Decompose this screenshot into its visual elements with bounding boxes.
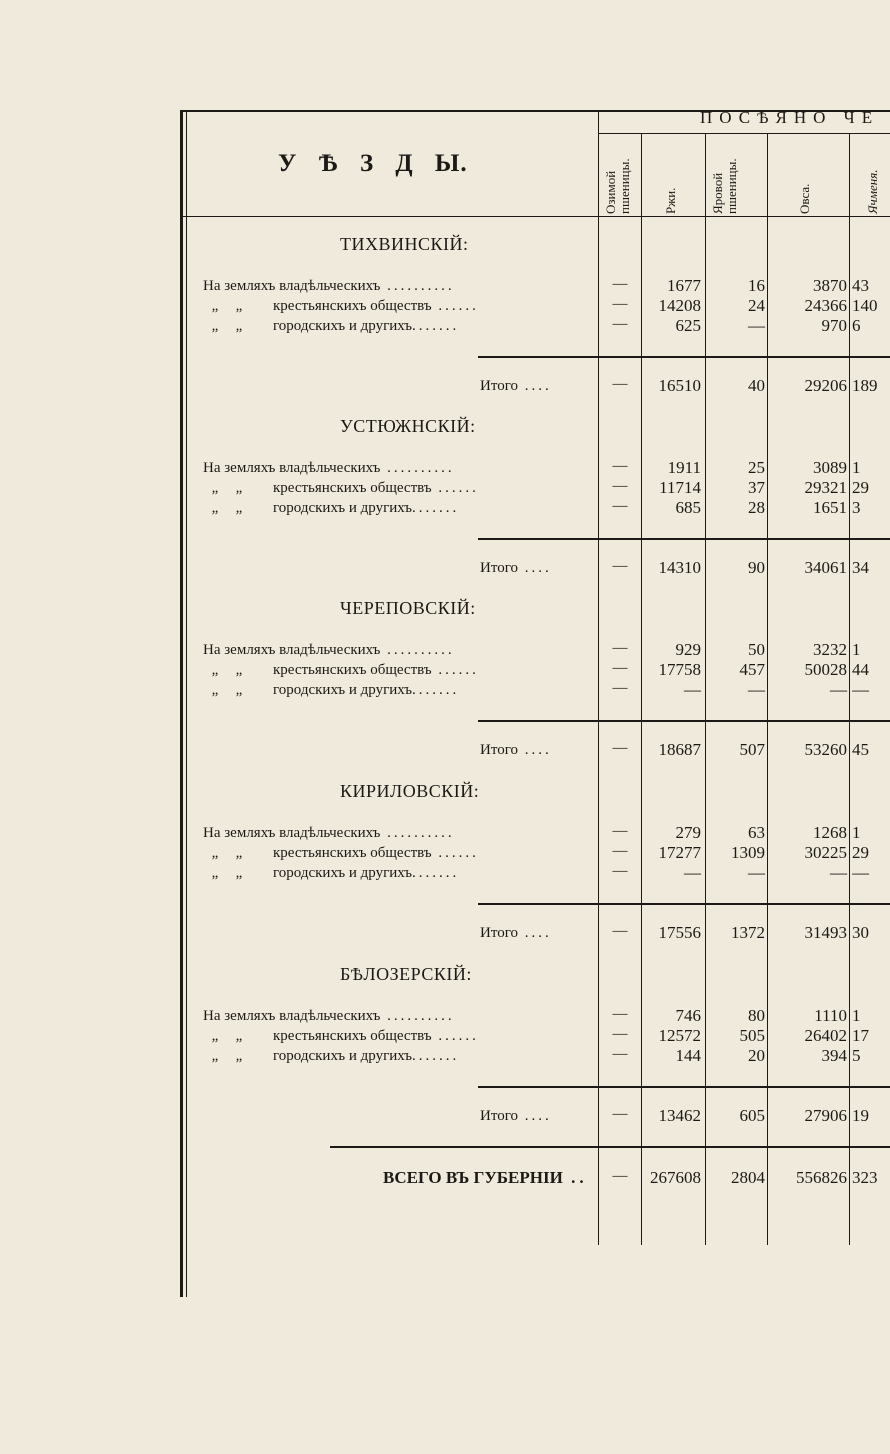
cell-value: 16510 (658, 376, 701, 395)
cell-value: 17277 (658, 843, 701, 862)
itogo-label (480, 742, 552, 759)
cell-value: — (684, 863, 701, 882)
leader-dots: .......... (380, 642, 455, 658)
subtotal-rule (478, 720, 890, 722)
region-name: БѢЛОЗЕРСКІЙ: (340, 964, 472, 984)
leader-dots: .......... (380, 278, 455, 294)
cell-value: 929 (675, 640, 701, 659)
cell-value: 685 (675, 498, 701, 517)
column-rule (641, 133, 642, 1245)
row-label (203, 1028, 479, 1045)
ditto-mark: „ (211, 298, 219, 314)
ditto-mark: „ (235, 682, 243, 698)
subtotal-rule (478, 1086, 890, 1088)
cell-value: 29 (852, 478, 869, 497)
leader-dots: .......... (380, 825, 455, 841)
ditto-mark: „ (235, 318, 243, 334)
cell-value: 556826 (796, 1168, 847, 1187)
column-rule (598, 112, 599, 1245)
cell-value: 1677 (667, 276, 701, 295)
region-name: УСТЮЖНСКІЙ: (340, 416, 476, 436)
leader-dots: .. (562, 1168, 588, 1187)
table-left-rule-inner (186, 112, 187, 1297)
region-name: ТИХВИНСКІЙ: (340, 234, 469, 254)
row-label-text: городскихъ и другихъ (273, 318, 412, 334)
cell-value: — (852, 863, 869, 882)
cell-value: 189 (852, 376, 878, 395)
cell-value: 605 (739, 1106, 765, 1125)
row-label (203, 1048, 459, 1065)
cell-value: 30225 (804, 843, 847, 862)
cell-winter-wheat: — (612, 558, 628, 574)
cell-value: 27906 (804, 1106, 847, 1125)
row-label-text: городскихъ и другихъ (273, 1048, 412, 1064)
leader-dots: ...... (431, 662, 479, 678)
column-header-rye: Ржи. (663, 187, 678, 214)
row-label (203, 682, 459, 699)
cell-value: 18687 (658, 740, 701, 759)
itogo-text: Итого (480, 925, 518, 941)
row-label-text: крестьянскихъ обществъ (273, 298, 432, 314)
cell-value: 11714 (659, 478, 701, 497)
cell-value: 40 (748, 376, 765, 395)
cell-winter-wheat: — (612, 1046, 628, 1062)
uezdy-heading: У Ѣ З Д Ы. (278, 150, 468, 177)
leader-dots: .... (517, 925, 552, 941)
cell-value: 394 (821, 1046, 847, 1065)
cell-winter-wheat: — (612, 660, 628, 676)
ditto-mark: „ (211, 1048, 219, 1064)
table-left-rule (180, 112, 183, 1297)
row-label-text: На земляхъ владѣльческихъ (203, 460, 381, 476)
leader-dots: .... (517, 378, 552, 394)
row-label-text: городскихъ и другихъ (273, 865, 412, 881)
leader-dots: ...... (431, 480, 479, 496)
cell-value: 17 (852, 1026, 869, 1045)
cell-winter-wheat: — (612, 680, 628, 696)
cell-value: 31493 (804, 923, 847, 942)
cell-value: 34 (852, 558, 869, 577)
cell-value: 34061 (804, 558, 847, 577)
ditto-mark: „ (211, 480, 219, 496)
cell-winter-wheat: — (612, 740, 628, 756)
cell-value: 53260 (804, 740, 847, 759)
column-rule (767, 133, 768, 1245)
ditto-mark: „ (235, 500, 243, 516)
cell-value: 17758 (658, 660, 701, 679)
cell-value: 3232 (813, 640, 847, 659)
region-name: КИРИЛОВСКІЙ: (340, 781, 480, 801)
cell-value: 90 (748, 558, 765, 577)
cell-value: 323 (852, 1168, 878, 1187)
itogo-label (480, 378, 552, 395)
itogo-text: Итого (480, 560, 518, 576)
leader-dots: ....... (411, 682, 460, 698)
leader-dots: ....... (411, 500, 460, 516)
leader-dots: .... (517, 560, 552, 576)
cell-value: 28 (748, 498, 765, 517)
itogo-label (480, 560, 552, 577)
column-rule (849, 133, 850, 1245)
ditto-mark: „ (235, 1028, 243, 1044)
region-name: ЧЕРЕПОВСКІЙ: (340, 598, 476, 618)
subtotal-rule (478, 538, 890, 540)
row-label-text: На земляхъ владѣльческихъ (203, 278, 381, 294)
row-label (203, 642, 455, 659)
vsego-label (383, 1168, 588, 1188)
column-header-barley: Ячменя. (865, 169, 880, 214)
ditto-mark: „ (235, 845, 243, 861)
cell-value: 279 (675, 823, 701, 842)
cell-value: 1372 (731, 923, 765, 942)
ditto-mark: „ (235, 662, 243, 678)
subtotal-rule (478, 356, 890, 358)
cell-value: 29206 (804, 376, 847, 395)
leader-dots: ...... (431, 298, 479, 314)
row-label-text: городскихъ и другихъ (273, 500, 412, 516)
cell-value: — (748, 680, 765, 699)
row-label-text: крестьянскихъ обществъ (273, 1028, 432, 1044)
cell-value: 144 (675, 1046, 701, 1065)
ditto-mark: „ (211, 662, 219, 678)
cell-value: 625 (675, 316, 701, 335)
cell-winter-wheat: — (612, 1006, 628, 1022)
cell-value: 50 (748, 640, 765, 659)
cell-value: 29 (852, 843, 869, 862)
leader-dots: ....... (411, 1048, 460, 1064)
cell-value: 43 (852, 276, 869, 295)
cell-value: 3 (852, 498, 861, 517)
leader-dots: ....... (411, 318, 460, 334)
cell-value: 17556 (658, 923, 701, 942)
leader-dots: ...... (431, 845, 479, 861)
row-label (203, 1008, 455, 1025)
cell-value: — (852, 680, 869, 699)
cell-value: 63 (748, 823, 765, 842)
cell-value: 26402 (804, 1026, 847, 1045)
cell-value: 140 (852, 296, 878, 315)
cell-value: 1268 (813, 823, 847, 842)
cell-winter-wheat: — (612, 1106, 628, 1122)
cell-value: 24366 (804, 296, 847, 315)
row-label-text: городскихъ и другихъ (273, 682, 412, 698)
row-label (203, 278, 455, 295)
column-header-oats: Овса. (797, 183, 812, 214)
row-label (203, 845, 479, 862)
cell-value: 2804 (731, 1168, 765, 1187)
posejano-heading: ПОСѢЯНО ЧЕ (700, 108, 880, 127)
cell-value: 37 (748, 478, 765, 497)
leader-dots: ....... (411, 865, 460, 881)
cell-winter-wheat: — (612, 376, 628, 392)
cell-value: 1 (852, 823, 861, 842)
ditto-mark: „ (235, 865, 243, 881)
subtotal-rule (478, 903, 890, 905)
cell-value: 457 (739, 660, 765, 679)
leader-dots: ...... (431, 1028, 479, 1044)
cell-value: 6 (852, 316, 861, 335)
row-label-text: крестьянскихъ обществъ (273, 845, 432, 861)
ditto-mark: „ (211, 865, 219, 881)
cell-value: — (830, 680, 847, 699)
cell-value: 970 (821, 316, 847, 335)
cell-value: — (684, 680, 701, 699)
leader-dots: .......... (380, 460, 455, 476)
column-header-spring-wheat: Яровой пшеницы. (710, 158, 739, 214)
itogo-label (480, 1108, 552, 1125)
itogo-text: Итого (480, 742, 518, 758)
cell-value: 507 (739, 740, 765, 759)
cell-value: 267608 (650, 1168, 701, 1187)
cell-value: 25 (748, 458, 765, 477)
ditto-mark: „ (211, 500, 219, 516)
row-label-text: На земляхъ владѣльческихъ (203, 642, 381, 658)
cell-value: 12572 (658, 1026, 701, 1045)
cell-value: 14310 (658, 558, 701, 577)
header-bottom-rule (180, 216, 890, 217)
cell-value: 1 (852, 458, 861, 477)
column-header-winter-wheat: Озимой пшеницы. (603, 158, 632, 214)
cell-value: 20 (748, 1046, 765, 1065)
cell-winter-wheat: — (612, 498, 628, 514)
cell-winter-wheat: — (612, 478, 628, 494)
cell-value: 50028 (804, 660, 847, 679)
cell-value: 1 (852, 1006, 861, 1025)
itogo-text: Итого (480, 378, 518, 394)
cell-value: 1110 (814, 1006, 847, 1025)
cell-winter-wheat: — (612, 458, 628, 474)
cell-value: 44 (852, 660, 869, 679)
cell-value: 30 (852, 923, 869, 942)
row-label (203, 318, 459, 335)
cell-value: 1911 (667, 458, 701, 477)
ditto-mark: „ (211, 845, 219, 861)
cell-value: 505 (739, 1026, 765, 1045)
ditto-mark: „ (211, 1028, 219, 1044)
cell-value: 45 (852, 740, 869, 759)
cell-value: — (748, 316, 765, 335)
cell-winter-wheat: — (612, 296, 628, 312)
ditto-mark: „ (235, 298, 243, 314)
cell-winter-wheat: — (612, 276, 628, 292)
cell-value: — (830, 863, 847, 882)
leader-dots: .... (517, 1108, 552, 1124)
row-label (203, 480, 479, 497)
cell-value: 29321 (804, 478, 847, 497)
cell-value: 19 (852, 1106, 869, 1125)
vsego-text: ВСЕГО ВЪ ГУБЕРНІИ (383, 1168, 563, 1187)
cell-value: — (748, 863, 765, 882)
cell-value: 746 (675, 1006, 701, 1025)
leader-dots: .......... (380, 1008, 455, 1024)
ditto-mark: „ (235, 1048, 243, 1064)
row-label-text: крестьянскихъ обществъ (273, 662, 432, 678)
itogo-label (480, 925, 552, 942)
cell-winter-wheat: — (612, 923, 628, 939)
leader-dots: .... (517, 742, 552, 758)
ditto-mark: „ (211, 682, 219, 698)
cell-value: 14208 (658, 296, 701, 315)
cell-value: 5 (852, 1046, 861, 1065)
cell-winter-wheat: — (612, 1168, 628, 1184)
cell-value: 24 (748, 296, 765, 315)
row-label (203, 298, 479, 315)
cell-value: 13462 (658, 1106, 701, 1125)
cell-winter-wheat: — (612, 1026, 628, 1042)
itogo-text: Итого (480, 1108, 518, 1124)
cell-value: 1309 (731, 843, 765, 862)
ditto-mark: „ (211, 318, 219, 334)
column-rule (705, 133, 706, 1245)
cell-winter-wheat: — (612, 640, 628, 656)
cell-value: 3870 (813, 276, 847, 295)
row-label (203, 500, 459, 517)
row-label-text: крестьянскихъ обществъ (273, 480, 432, 496)
grand-total-rule (330, 1146, 890, 1148)
cell-value: 3089 (813, 458, 847, 477)
cell-value: 16 (748, 276, 765, 295)
cell-winter-wheat: — (612, 843, 628, 859)
cell-winter-wheat: — (612, 823, 628, 839)
row-label-text: На земляхъ владѣльческихъ (203, 1008, 381, 1024)
row-label-text: На земляхъ владѣльческихъ (203, 825, 381, 841)
cell-value: 80 (748, 1006, 765, 1025)
row-label (203, 865, 459, 882)
row-label (203, 662, 479, 679)
row-label (203, 825, 455, 842)
cell-winter-wheat: — (612, 316, 628, 332)
cell-value: 1 (852, 640, 861, 659)
cell-winter-wheat: — (612, 863, 628, 879)
row-label (203, 460, 455, 477)
cell-value: 1651 (813, 498, 847, 517)
ditto-mark: „ (235, 480, 243, 496)
